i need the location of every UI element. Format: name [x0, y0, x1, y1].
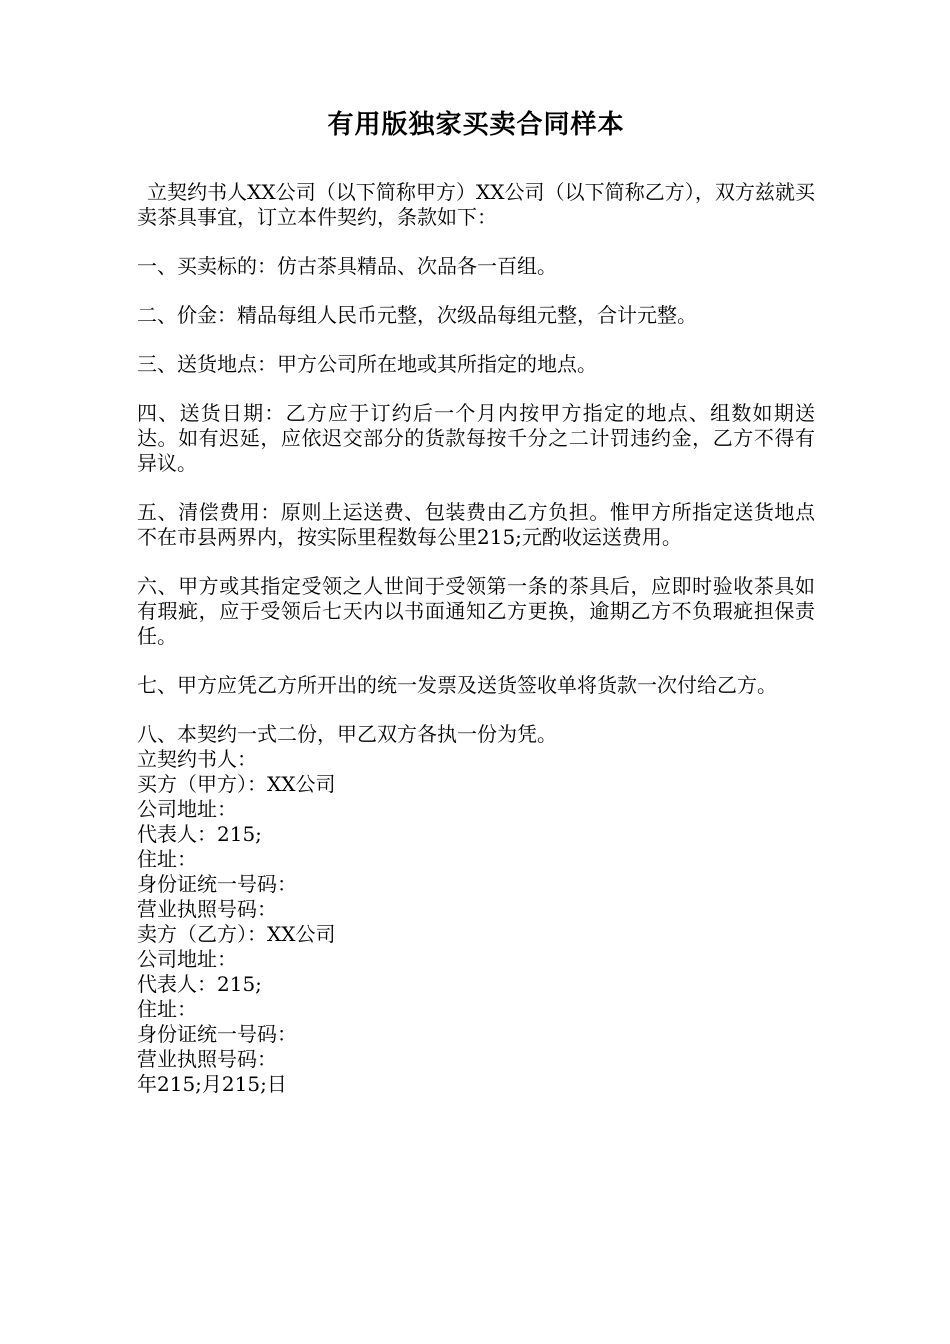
- clause-1: 一、买卖标的：仿古茶具精品、次品各一百组。: [137, 254, 557, 278]
- seller-residence: 住址：: [137, 997, 197, 1021]
- buyer-license: 营业执照号码：: [137, 897, 277, 921]
- buyer-address: 公司地址：: [137, 797, 237, 821]
- clause-2: 二、价金：精品每组人民币元整，次级品每组元整，合计元整。: [137, 303, 697, 327]
- clause-4: 四、送货日期：乙方应于订约后一个月内按甲方指定的地点、组数如期送达。如有迟延，应依迟交部分的货款每按千分之二计罚违约金，乙方不得有异议。: [137, 401, 815, 475]
- buyer-id-number: 身份证统一号码：: [137, 872, 297, 896]
- intro-paragraph: 立契约书人XX公司（以下简称甲方）XX公司（以下简称乙方），双方兹就买卖茶具事宜，订立本件契约，条款如下：: [137, 180, 815, 229]
- seller-party: 卖方（乙方）：XX公司: [137, 922, 336, 946]
- signature-block: [137, 747, 815, 1097]
- buyer-representative: 代表人：215;: [137, 822, 262, 846]
- seller-id-number: 身份证统一号码：: [137, 1022, 297, 1046]
- clause-7: 七、甲方应凭乙方所开出的统一发票及送货签收单将货款一次付给乙方。: [137, 673, 777, 697]
- seller-address: 公司地址：: [137, 947, 237, 971]
- signature-date: 年215;月215;日: [137, 1072, 287, 1096]
- buyer-party: 买方（甲方）：XX公司: [137, 772, 336, 796]
- document-page: [137, 108, 815, 1097]
- signature-header: 立契约书人：: [137, 747, 257, 771]
- clause-8: 八、本契约一式二份，甲乙双方各执一份为凭。: [137, 722, 557, 746]
- clause-5: 五、清偿费用：原则上运送费、包装费由乙方负担。惟甲方所指定送货地点不在市县两界内，按实际里程数每公里215;元酌收运送费用。: [137, 500, 815, 549]
- buyer-residence: 住址：: [137, 847, 197, 871]
- seller-representative: 代表人：215;: [137, 972, 262, 996]
- seller-license: 营业执照号码：: [137, 1047, 277, 1071]
- clause-3: 三、送货地点：甲方公司所在地或其所指定的地点。: [137, 352, 597, 376]
- clause-6: 六、甲方或其指定受领之人世间于受领第一条的茶具后，应即时验收茶具如有瑕疵，应于受领后七天内以书面通知乙方更换，逾期乙方不负瑕疵担保责任。: [137, 574, 815, 648]
- document-title: 有用版独家买卖合同样本: [327, 110, 625, 140]
